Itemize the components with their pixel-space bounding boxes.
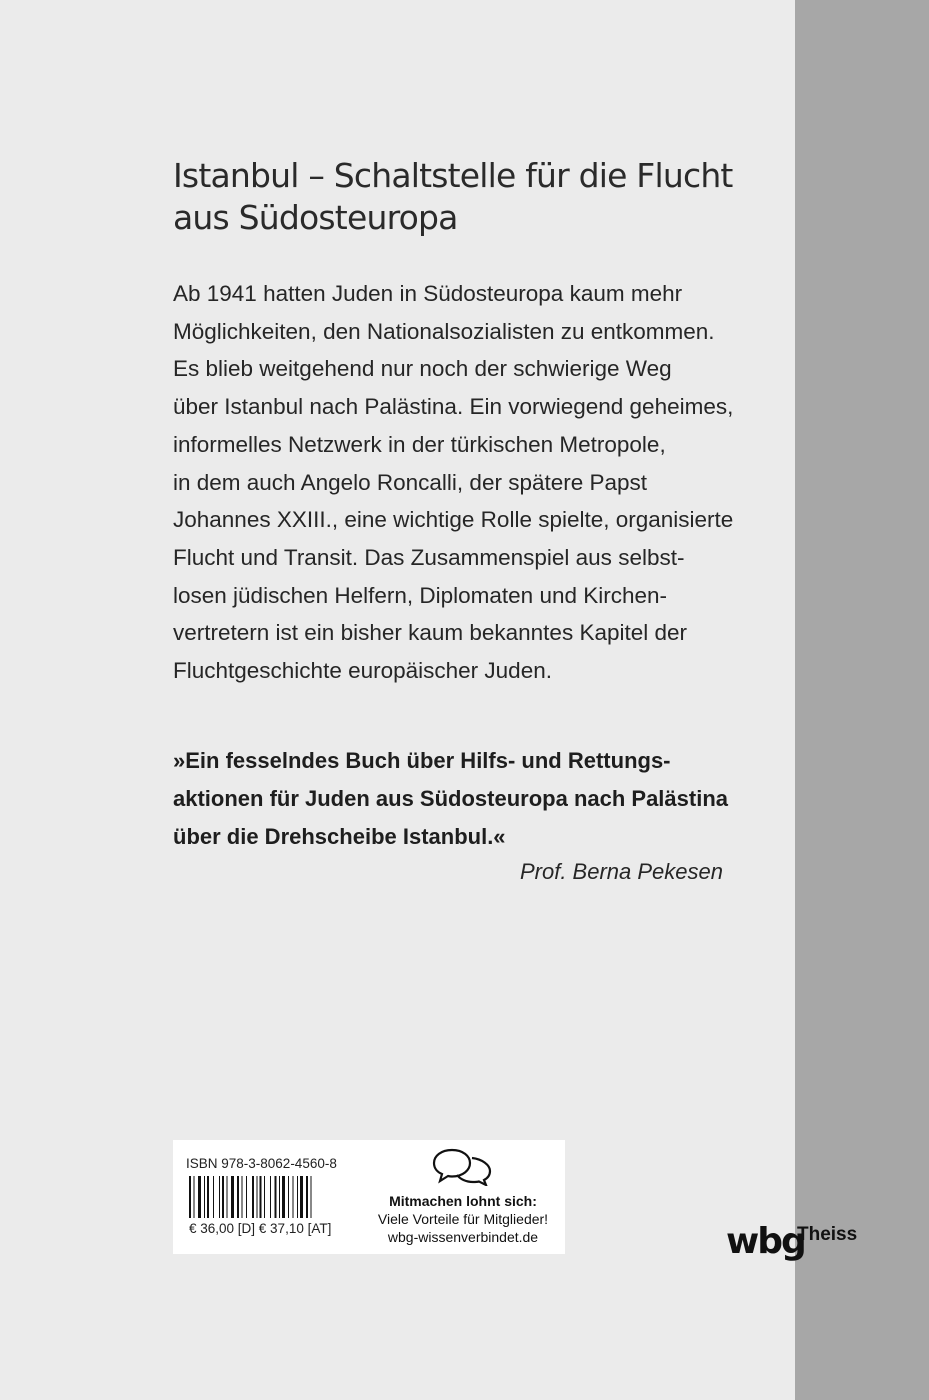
quote-author: Prof. Berna Pekesen (519, 859, 723, 884)
blurb-line: Johannes XXIII., eine wichtige Rolle spielte, organisierte (173, 507, 734, 533)
barcode-bar (264, 1176, 265, 1218)
membership-promo (363, 1146, 563, 1246)
barcode-bar (219, 1176, 220, 1218)
barcode (189, 1176, 349, 1218)
promo-website: wbg-wissenverbindet.de (387, 1229, 539, 1245)
blurb-line: informelles Netzwerk in der türkischen Metropole, (173, 431, 666, 457)
speech-bubbles-icon (432, 1146, 494, 1186)
blurb-line: über Istanbul nach Palästina. Ein vorwiegend geheimes, (173, 394, 734, 420)
blurb (173, 275, 773, 690)
isbn-number: ISBN 978-3-8062-4560-8 (186, 1156, 337, 1171)
price-label: € 36,00 [D] € 37,10 [AT] (189, 1221, 332, 1236)
barcode-panel (173, 1140, 565, 1254)
barcode-bar (260, 1176, 262, 1218)
barcode-bar (227, 1176, 228, 1218)
headline-line-1: Istanbul – Schaltstelle für die Flucht (173, 156, 733, 195)
barcode-bar (275, 1176, 277, 1218)
barcode-bar (198, 1176, 201, 1218)
blurb-line: Ab 1941 hatten Juden in Südosteuropa kaum mehr (173, 281, 683, 306)
spine-strip (795, 0, 929, 1400)
barcode-bar (189, 1176, 191, 1218)
barcode-bar (297, 1176, 298, 1218)
barcode-bar (279, 1176, 280, 1218)
barcode-bar (194, 1176, 195, 1218)
review-quote (173, 742, 773, 856)
blurb-line: Fluchtgeschichte europäischer Juden. (173, 658, 552, 684)
barcode-bar (288, 1176, 289, 1218)
imprint-logo: Theiss (797, 1224, 858, 1245)
barcode-bar (222, 1176, 224, 1218)
barcode-bar (306, 1176, 308, 1218)
promo-benefits: Viele Vorteile für Mitglieder! (377, 1211, 549, 1227)
promo-title: Mitmachen lohnt sich: (389, 1193, 537, 1209)
barcode-bar (213, 1176, 214, 1218)
barcode-bar (270, 1176, 271, 1218)
quote-line: über die Drehscheibe Istanbul.« (173, 824, 506, 849)
blurb-line: Es blieb weitgehend nur noch der schwierige Weg (173, 356, 672, 382)
blurb-line: Möglichkeiten, den Nationalsozialisten zu entkommen. (173, 318, 715, 344)
quote-line: aktionen für Juden aus Südosteuropa nach Palästina (173, 786, 729, 811)
headline-line-2: aus Südosteuropa (173, 198, 458, 237)
barcode-bar (231, 1176, 234, 1218)
blurb-line: vertretern ist ein bisher kaum bekanntes Kapitel der (173, 620, 688, 646)
blurb-line: Flucht und Transit. Das Zusammenspiel aus selbst- (173, 544, 685, 570)
headline (173, 155, 753, 239)
barcode-bar (204, 1176, 205, 1218)
barcode-bar (252, 1176, 254, 1218)
blurb-line: in dem auch Angelo Roncalli, der spätere Papst (173, 469, 648, 495)
barcode-bar (257, 1176, 258, 1218)
barcode-bar (282, 1176, 285, 1218)
barcode-bar (311, 1176, 312, 1218)
publisher-logo (726, 1221, 858, 1262)
wbg-logo: wbg (726, 1221, 805, 1262)
barcode-bar (246, 1176, 247, 1218)
barcode-bar (237, 1176, 239, 1218)
barcode-bar (293, 1176, 294, 1218)
barcode-bar (300, 1176, 303, 1218)
barcode-bar (242, 1176, 243, 1218)
blurb-line: losen jüdischen Helfern, Diplomaten und Kirchen- (173, 582, 668, 608)
barcode-bar (207, 1176, 209, 1218)
quote-line: »Ein fesselndes Buch über Hilfs- und Rettungs- (173, 748, 671, 773)
